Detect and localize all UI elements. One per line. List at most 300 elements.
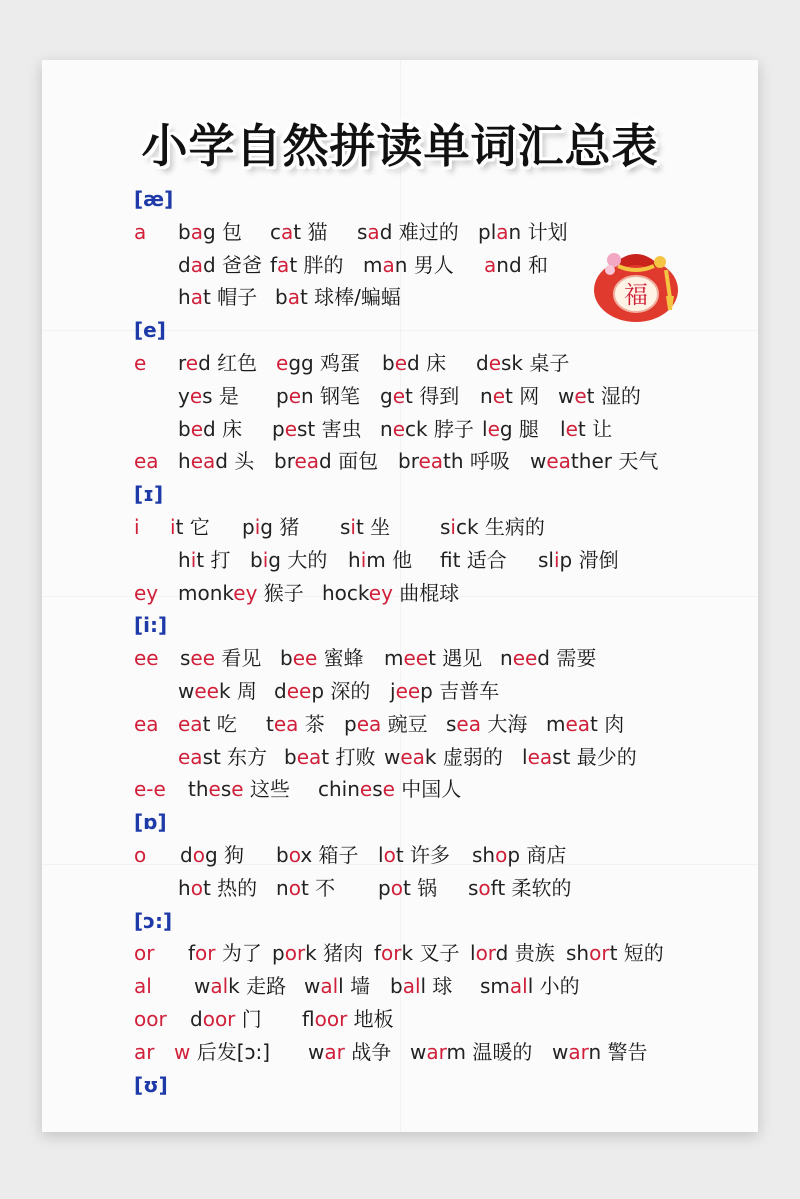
highlighted-letters: oor <box>202 1007 236 1031</box>
chinese-meaning: 害虫 <box>315 416 362 441</box>
word-letters: n <box>500 646 513 671</box>
word-letters: f <box>270 252 278 277</box>
highlighted-letters: e <box>487 416 500 441</box>
chinese-meaning: 网 <box>512 383 540 408</box>
word-letters: s <box>468 875 479 900</box>
phonetic-heading: [ɪ] <box>134 482 164 507</box>
word-entry <box>274 675 370 707</box>
word-letters: g <box>260 515 273 539</box>
word-letters: t <box>505 383 513 408</box>
chinese-meaning: 生病的 <box>478 515 545 539</box>
word-entry <box>500 642 596 674</box>
word-entry <box>546 708 624 740</box>
word-letters: k <box>401 941 414 966</box>
highlighted-letters: a <box>367 219 380 244</box>
word-letters: p <box>420 679 433 703</box>
highlighted-letters: e <box>565 416 578 441</box>
word-letters: w <box>194 974 211 999</box>
word-entry <box>266 708 325 740</box>
chinese-meaning: 呼吸 <box>463 449 510 474</box>
word-letters: g <box>268 547 281 572</box>
letter-group-label: o <box>134 843 147 867</box>
chinese-meaning: 大海 <box>480 711 528 736</box>
word-letters: th <box>443 449 464 474</box>
highlighted-letters: ea <box>356 711 382 736</box>
word-letters: p <box>272 941 285 966</box>
word-letters: t <box>175 515 184 539</box>
highlighted-letters: ea <box>527 744 553 769</box>
word-entry <box>270 216 327 248</box>
word-entry <box>178 347 257 379</box>
chinese-meaning: 打败 <box>329 744 376 769</box>
word-entry <box>478 216 568 248</box>
word-entry <box>178 216 242 248</box>
word-letters: sk <box>501 351 524 375</box>
chinese-meaning: 头 <box>227 449 255 474</box>
chinese-meaning: 需要 <box>550 646 597 671</box>
word-letters: st <box>552 744 571 769</box>
word-letters: l <box>527 974 534 999</box>
letter-group-label: ea <box>134 449 159 474</box>
word-letters: l <box>338 974 344 999</box>
highlighted-letters: e <box>359 777 373 802</box>
chinese-meaning: 球棒/蝙蝠 <box>307 285 401 310</box>
word-entry <box>446 708 527 740</box>
word-entry <box>276 839 359 871</box>
highlighted-letters: e <box>284 416 298 441</box>
word-letters: g <box>204 843 218 867</box>
word-letters: d <box>198 351 211 375</box>
word-letters: t <box>321 744 330 769</box>
word-entry <box>284 741 375 773</box>
word-letters: w <box>308 1039 325 1064</box>
word-entry <box>374 937 459 969</box>
letter-group-label: e <box>134 351 147 375</box>
letter-group-label: i <box>134 515 140 539</box>
highlighted-letters: e <box>394 351 408 375</box>
word-letters: sh <box>472 843 496 867</box>
chinese-meaning: 红色 <box>210 351 258 375</box>
word-entry <box>378 872 437 904</box>
word-letters: monk <box>178 580 234 605</box>
page-title: 小学自然拼读单词汇总表 <box>141 119 659 173</box>
chinese-meaning: 床 <box>419 351 447 375</box>
word-entry <box>178 413 242 445</box>
chinese-meaning: 猪 <box>272 515 300 539</box>
highlighted-letters: ee <box>403 646 429 671</box>
word-entry <box>472 839 566 871</box>
word-entry <box>170 511 210 543</box>
highlighted-letters: ea <box>565 711 591 736</box>
chinese-meaning: 吉普车 <box>432 679 500 703</box>
word-letters: n <box>508 219 522 244</box>
chinese-meaning: 打 <box>204 547 231 572</box>
word-entry <box>380 380 459 412</box>
chinese-meaning: 适合 <box>460 547 507 572</box>
word-letters: d <box>202 252 216 277</box>
word-entry <box>178 380 239 412</box>
word-letters: d <box>319 449 332 474</box>
highlighted-letters: a <box>190 219 203 244</box>
chinese-meaning: 包 <box>215 219 243 244</box>
word-letters: n <box>276 875 289 900</box>
word-letters: k <box>305 941 317 966</box>
chinese-meaning: 球 <box>426 974 453 999</box>
highlighted-letters: e <box>276 351 289 375</box>
word-letters: t <box>395 843 404 867</box>
highlighted-letters: or <box>284 941 306 966</box>
word-entry <box>440 544 507 576</box>
word-entry <box>250 544 327 576</box>
word-entry <box>178 281 257 313</box>
highlighted-letters: ee <box>292 646 318 671</box>
word-letters: w <box>178 679 195 703</box>
word-entry <box>357 216 459 248</box>
highlighted-letters: ea <box>456 711 481 736</box>
word-entry <box>276 347 360 379</box>
word-letters: s <box>180 646 191 671</box>
letter-group-label: ea <box>134 711 159 736</box>
highlighted-letters: al <box>402 974 421 999</box>
word-letters: s <box>340 515 351 539</box>
word-letters: t <box>609 941 618 966</box>
chinese-meaning: 胖的 <box>297 252 344 277</box>
highlighted-letters: e <box>488 351 502 375</box>
word-entry <box>274 445 378 477</box>
word-letters: p <box>311 679 325 703</box>
word-letters: s <box>220 777 232 802</box>
chinese-meaning: 让 <box>585 416 613 441</box>
chinese-meaning: 腿 <box>512 416 539 441</box>
word-entry <box>470 937 555 969</box>
word-letters: l <box>420 974 427 999</box>
word-letters: ck <box>405 416 428 441</box>
highlighted-letters: ey <box>368 580 393 605</box>
word-letters: r <box>178 351 186 375</box>
word-entry <box>378 839 450 871</box>
word-letters: t <box>452 547 461 572</box>
highlighted-letters: i <box>190 547 197 572</box>
word-letters: l <box>522 744 528 769</box>
highlighted-letters: i <box>553 547 560 572</box>
word-letters: pl <box>478 219 497 244</box>
word-entry <box>522 741 637 773</box>
word-entry <box>390 675 499 707</box>
word-letters: p <box>559 547 573 572</box>
chinese-meaning: 茶 <box>298 711 325 736</box>
word-entry <box>302 1003 394 1035</box>
highlighted-letters: ee <box>395 679 421 703</box>
word-letters: ther <box>570 449 612 474</box>
word-entry <box>482 413 539 445</box>
chinese-meaning: 战争 <box>344 1039 392 1064</box>
highlighted-letters: e <box>189 383 203 408</box>
chinese-meaning: 钢笔 <box>313 383 361 408</box>
word-entry <box>410 1036 532 1068</box>
word-letters: t <box>577 416 586 441</box>
chinese-meaning: 墙 <box>343 974 371 999</box>
word-letters: x <box>300 843 313 867</box>
word-letters: br <box>398 449 419 474</box>
chinese-meaning: 箱子 <box>312 843 359 867</box>
word-entry <box>180 642 261 674</box>
highlighted-letters: o <box>288 843 301 867</box>
word-entry <box>178 445 254 477</box>
highlighted-letters: o <box>383 843 396 867</box>
word-letters: m <box>366 547 386 572</box>
highlighted-letters: e <box>190 416 204 441</box>
word-letters: t <box>300 875 309 900</box>
word-letters: n <box>480 383 493 408</box>
highlighted-letters: e <box>392 383 406 408</box>
bag-character: 福 <box>624 281 648 309</box>
word-letters: p <box>242 515 255 539</box>
highlighted-letters: e <box>382 777 395 802</box>
word-letters: ft <box>490 875 506 900</box>
chinese-meaning: 吃 <box>210 711 237 736</box>
word-letters: p <box>378 875 391 900</box>
word-letters: g <box>202 219 216 244</box>
highlighted-letters: ee <box>190 646 216 671</box>
word-entry <box>348 544 412 576</box>
letter-group-label: or <box>134 941 155 966</box>
phonetic-heading: [e] <box>134 318 166 343</box>
word-letters: t <box>202 875 211 900</box>
word-letters: w <box>304 974 321 999</box>
chinese-meaning: 曲棍球 <box>392 580 460 605</box>
chinese-meaning: 遇见 <box>435 646 483 671</box>
word-letters: j <box>390 679 396 703</box>
highlighted-letters: o <box>390 875 403 900</box>
letter-group-label: e-e <box>134 777 166 802</box>
word-entry <box>468 872 572 904</box>
word-entry <box>178 577 304 609</box>
word-letters: t <box>355 515 364 539</box>
chinese-meaning: 后发[ɔ:] <box>190 1039 271 1064</box>
word-entry <box>242 511 299 543</box>
chinese-meaning: 地板 <box>347 1007 394 1031</box>
word-entry <box>344 708 428 740</box>
word-entry <box>178 544 230 576</box>
word-letters: s <box>357 219 368 244</box>
word-letters: sl <box>538 547 554 572</box>
word-letters: d <box>379 219 393 244</box>
chinese-meaning: 不 <box>308 875 336 900</box>
word-letters: br <box>274 449 295 474</box>
word-letters: h <box>348 547 361 572</box>
word-letters: g <box>380 383 393 408</box>
highlighted-letters: e <box>574 383 587 408</box>
chinese-meaning: 热的 <box>210 875 258 900</box>
word-letters: p <box>276 383 289 408</box>
word-letters: d <box>476 351 489 375</box>
word-letters: b <box>284 744 297 769</box>
chinese-meaning: 桌子 <box>523 351 570 375</box>
word-letters: s <box>446 711 457 736</box>
word-entry <box>188 937 262 969</box>
word-letters: b <box>382 351 395 375</box>
word-letters: b <box>178 416 191 441</box>
chinese-meaning: 面包 <box>331 449 379 474</box>
word-letters: w <box>384 744 401 769</box>
word-entry <box>272 413 362 445</box>
word-letters: nd <box>496 252 522 277</box>
chinese-meaning: 锅 <box>410 875 438 900</box>
chinese-meaning: 猴子 <box>257 580 304 605</box>
word-letters: y <box>178 383 190 408</box>
highlighted-letters: i <box>350 515 356 539</box>
highlighted-letters: ar <box>568 1039 589 1064</box>
word-letters: hock <box>322 580 369 605</box>
word-letters: w <box>410 1039 427 1064</box>
highlighted-letters: ea <box>296 744 322 769</box>
word-entry <box>322 577 459 609</box>
chinese-meaning: 贵族 <box>508 941 555 966</box>
word-letters: b <box>275 285 288 310</box>
highlighted-letters: a <box>190 252 203 277</box>
word-letters: p <box>272 416 285 441</box>
chinese-meaning: 周 <box>230 679 257 703</box>
highlighted-letters: ea <box>178 744 203 769</box>
chinese-meaning: 是 <box>212 383 239 408</box>
word-letters: l <box>560 416 566 441</box>
chinese-meaning: 爸爸 <box>215 252 263 277</box>
highlighted-letters: ea <box>178 711 203 736</box>
chinese-meaning: 坐 <box>363 515 391 539</box>
phonetic-heading: [ʊ] <box>134 1072 168 1097</box>
chinese-meaning: 看见 <box>215 646 262 671</box>
chinese-meaning: 这些 <box>243 777 290 802</box>
chinese-meaning: 帽子 <box>210 285 258 310</box>
highlighted-letters: e <box>231 777 244 802</box>
chinese-meaning: 门 <box>235 1007 262 1031</box>
word-entry <box>178 708 237 740</box>
word-entry <box>363 249 454 281</box>
highlighted-letters: ea <box>273 711 299 736</box>
word-letters: k <box>218 679 231 703</box>
word-letters: d <box>274 679 287 703</box>
phonetic-heading: [ɔ:] <box>134 908 173 933</box>
chinese-meaning: 柔软的 <box>505 875 572 900</box>
chinese-meaning: 他 <box>385 547 413 572</box>
chinese-meaning: 得到 <box>412 383 460 408</box>
word-letters: f <box>374 941 382 966</box>
word-letters: t <box>299 285 308 310</box>
word-entry <box>480 970 580 1002</box>
word-letters: d <box>407 351 420 375</box>
word-letters: th <box>188 777 209 802</box>
word-letters: d <box>215 449 228 474</box>
word-entry <box>566 937 664 969</box>
chinese-meaning: 床 <box>215 416 243 441</box>
highlighted-letters: a <box>190 285 203 310</box>
highlighted-letters: ey <box>233 580 258 605</box>
word-entry <box>552 1036 648 1068</box>
word-entry <box>178 741 267 773</box>
word-entry <box>275 281 401 313</box>
chinese-meaning: 猪肉 <box>316 941 364 966</box>
word-entry <box>558 380 641 412</box>
word-letters: t <box>586 383 595 408</box>
word-letters: w <box>552 1039 569 1064</box>
word-letters: t <box>405 383 413 408</box>
highlighted-letters: ee <box>286 679 312 703</box>
letter-group-label: oor <box>134 1007 167 1031</box>
word-entry <box>390 970 452 1002</box>
highlighted-letters: ea <box>418 449 444 474</box>
word-letters: b <box>276 843 289 867</box>
highlighted-letters: e <box>288 383 302 408</box>
word-letters: f <box>440 547 453 572</box>
word-letters: d <box>190 1007 203 1031</box>
chinese-meaning: 计划 <box>521 219 568 244</box>
word-entry <box>276 380 360 412</box>
word-entry <box>484 249 548 281</box>
highlighted-letters: i <box>254 515 261 539</box>
word-entry <box>318 773 461 805</box>
word-letters: t <box>202 285 211 310</box>
word-letters: t <box>202 711 211 736</box>
highlighted-letters: e <box>492 383 505 408</box>
highlighted-letters: a <box>281 219 294 244</box>
lucky-bag-icon <box>590 236 686 328</box>
word-letters: m <box>384 646 404 671</box>
highlighted-letters: al <box>509 974 528 999</box>
word-entry <box>178 249 262 281</box>
highlighted-letters: al <box>210 974 229 999</box>
word-entry <box>538 544 619 576</box>
word-entry <box>476 347 569 379</box>
chinese-meaning: 湿的 <box>594 383 641 408</box>
word-entry <box>194 970 286 1002</box>
highlighted-letters: a <box>277 252 290 277</box>
letter-group-label: ey <box>134 580 159 605</box>
highlighted-letters: i <box>262 547 269 572</box>
highlighted-letters: ee <box>194 679 219 703</box>
chinese-meaning: 它 <box>183 515 210 539</box>
highlighted-letters: o <box>288 875 301 900</box>
word-entry <box>340 511 390 543</box>
chinese-meaning: 走路 <box>239 974 287 999</box>
word-entry <box>384 642 482 674</box>
highlighted-letters: e <box>208 777 221 802</box>
word-letters: d <box>203 416 216 441</box>
highlighted-letters: ar <box>426 1039 447 1064</box>
word-letters: b <box>250 547 263 572</box>
highlighted-letters: or <box>589 941 610 966</box>
word-entry <box>180 839 244 871</box>
chinese-meaning: 狗 <box>217 843 245 867</box>
highlighted-letters: oor <box>314 1007 348 1031</box>
word-entry <box>480 380 539 412</box>
word-letters: t <box>293 219 302 244</box>
word-entry <box>190 1003 262 1035</box>
word-letters: s <box>202 383 213 408</box>
word-letters: g <box>499 416 513 441</box>
word-letters: w <box>558 383 575 408</box>
word-letters: l <box>470 941 476 966</box>
word-letters: t <box>428 646 436 671</box>
word-letters: gg <box>288 351 314 375</box>
chinese-meaning: 天气 <box>611 449 659 474</box>
chinese-meaning: 肉 <box>597 711 625 736</box>
word-letters: t <box>266 711 274 736</box>
word-entry <box>276 872 335 904</box>
word-entry <box>380 413 474 445</box>
chinese-meaning: 滑倒 <box>572 547 619 572</box>
word-entry <box>272 937 363 969</box>
word-letters: w <box>530 449 547 474</box>
